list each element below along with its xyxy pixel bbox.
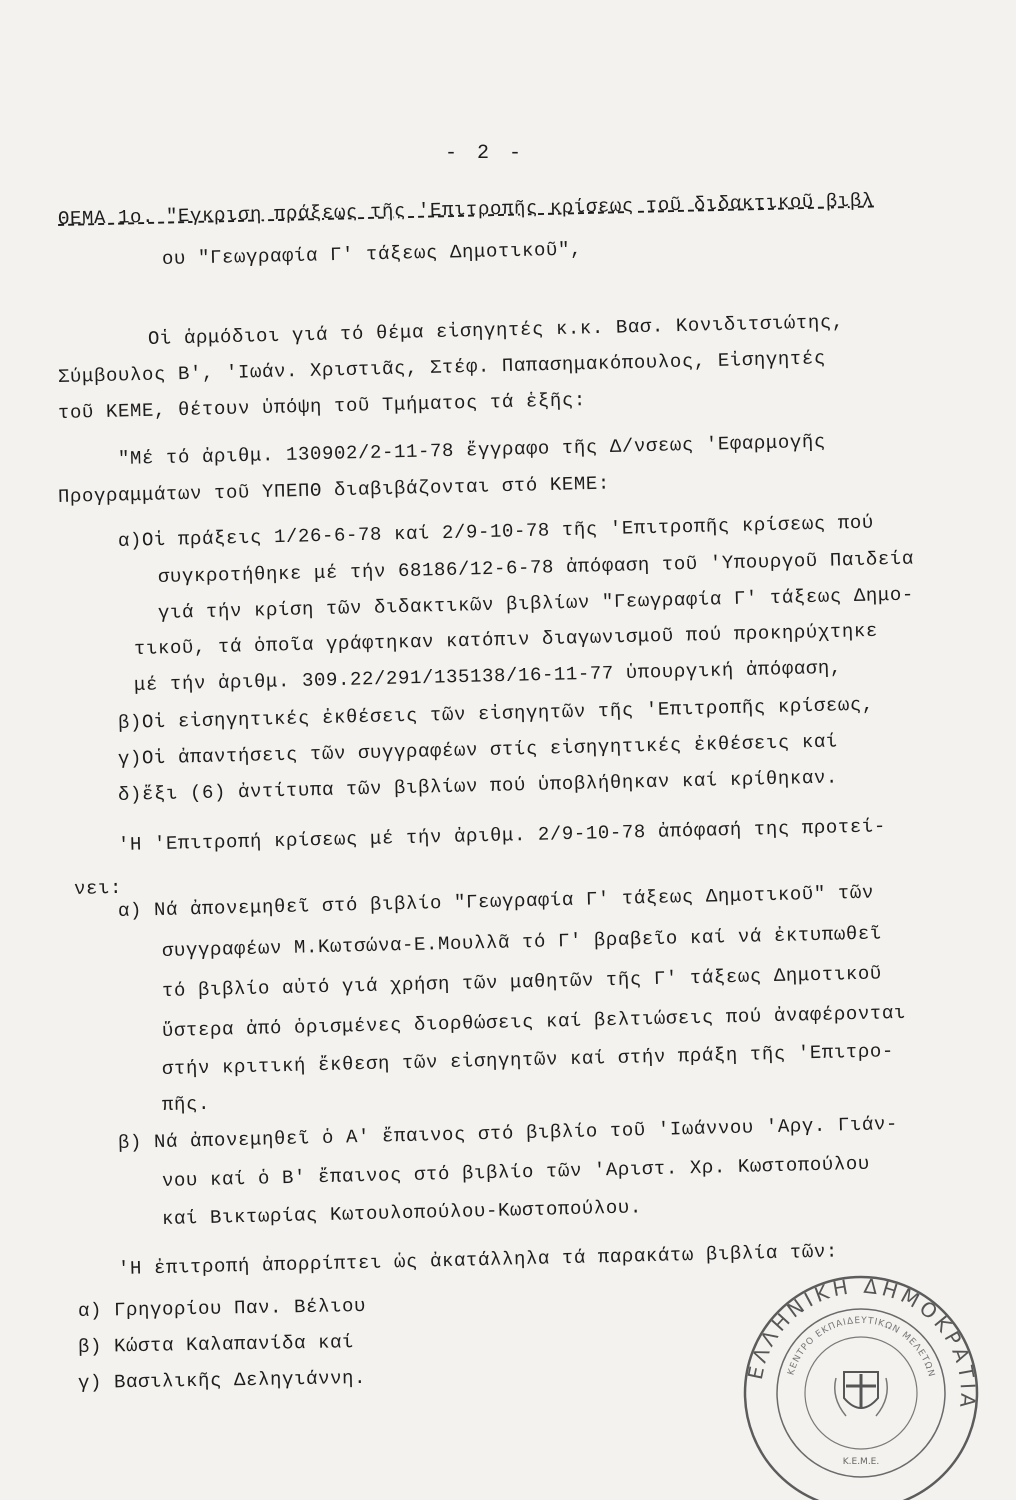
list-item-a: α)Οἱ πράξεις 1/26-6-78 καί 2/9-10-78 τῆς 'Επιτροπῆς κρίσεως πού <box>117 511 875 552</box>
body-line: στήν κριτική ἔκθεση τῶν εἰσηγητῶν καί στήν πράξη τῆς 'Επιτρο- <box>161 1040 895 1080</box>
rejected-item-b: β) Κώστα Καλαπανίδα καί <box>77 1331 355 1358</box>
rejected-item-a: α) Γρηγορίου Παν. Βέλιου <box>77 1294 367 1322</box>
stamp-outer-text: ΕΛΛΗΝΙΚΗ ΔΗΜΟΚΡΑΤΙΑ <box>742 1273 981 1413</box>
rejected-item-c: γ) Βασιλικῆς Δεληγιάννη. <box>77 1366 367 1394</box>
body-line: 'Η 'Επιτροπή κρίσεως μέ τήν ἀριθμ. 2/9-10-78 ἀπόφασή της προτεί- <box>117 815 887 856</box>
body-line: συγγραφέων Μ.Κωτσώνα-Ε.Μουλλᾶ τό Γ' βραβεῖο καί νά ἐκτυπωθεῖ <box>161 922 883 962</box>
list-item-b: β)Οἱ εἰσηγητικές ἐκθέσεις τῶν εἰσηγητῶν τῆς 'Επιτροπῆς κρίσεως, <box>117 693 875 734</box>
body-line: Σύμβουλος Β', 'Ιωάν. Χριστιᾶς, Στέφ. Παπασημακόπουλος, Εἰσηγητές <box>57 347 827 388</box>
official-stamp <box>736 1268 986 1500</box>
topic-heading-line-2: ου "Γεωγραφία Γ' τάξεως Δημοτικοῦ", <box>161 238 583 270</box>
topic-heading-line-1: ΘΕΜΑ 1ο. "Εγκριση πράξεως τῆς 'Επιτροπῆς κρίσεως τοῦ διδακτικοῦ βιβλ <box>57 189 875 230</box>
body-line: τικοῦ, τά ὁποῖα γράφτηκαν κατόπιν διαγωνισμοῦ πού προκηρύχτηκε <box>133 619 879 660</box>
body-line: τό βιβλίο αὐτό γιά χρήση τῶν μαθητῶν τῆς Γ' τάξεως Δημοτικοῦ <box>161 962 883 1002</box>
body-line: 'Η ἐπιτροπή ἀπορρίπτει ὡς ἀκατάλληλα τά παρακάτω βιβλία τῶν: <box>117 1240 839 1280</box>
body-line: τοῦ ΚΕΜΕ, θέτουν ὑπόψη τοῦ Τμήματος τά ἑξῆς: <box>57 389 587 424</box>
body-line: καί Βικτωρίας Κωτουλοπούλου-Κωστοπούλου. <box>161 1196 643 1230</box>
body-line: "Μέ τό ἀριθμ. 130902/2-11-78 ἔγγραφο τῆς Δ/νσεως 'Εφαρμογῆς <box>117 430 827 470</box>
body-line: Οἱ ἁρμόδιοι γιά τό θέμα εἰσηγητές κ.κ. Βασ. Κονιδιτσιώτης, <box>147 310 845 350</box>
body-line: Προγραμμάτων τοῦ ΥΠΕΠΘ διαβιβάζονται στό ΚΕΜΕ: <box>57 472 611 508</box>
body-line: πῆς. <box>161 1092 211 1116</box>
stamp-seal-icon <box>736 1268 986 1500</box>
body-line: νει: <box>73 876 123 900</box>
body-line: συγκροτήθηκε μέ τήν 68186/12-6-78 ἀπόφαση τοῦ 'Υπουργοῦ Παιδεία <box>157 547 915 588</box>
svg-text:ΚΕΝΤΡΟ ΕΚΠΑΙΔΕΥΤΙΚΩΝ ΜΕΛΕΤΩΝ <box>786 1316 936 1379</box>
body-line: νου καί ὁ Β' ἔπαινος στό βιβλίο τῶν 'Αριστ. Χρ. Κωστοπούλου <box>161 1152 871 1192</box>
page-number: - 2 - <box>445 142 526 165</box>
proposal-item-b: β) Νά ἀπονεμηθεῖ ὁ Α' ἔπαινος στό βιβλίο τοῦ 'Ιωάννου 'Αργ. Γιάν- <box>117 1112 899 1154</box>
stamp-inner-text: ΚΕΝΤΡΟ ΕΚΠΑΙΔΕΥΤΙΚΩΝ ΜΕΛΕΤΩΝ <box>786 1315 937 1379</box>
body-line: γιά τήν κρίση τῶν διδακτικῶν βιβλίων "Γεωγραφία Γ' τάξεως Δημο- <box>157 583 915 624</box>
body-line: μέ τήν ἀριθμ. 309.22/291/135138/16-11-77 ὑπουργική ἀπόφαση, <box>133 656 843 696</box>
body-line: ὕστερα ἀπό ὁρισμένες διορθώσεις καί βελτιώσεις πού ἀναφέρονται <box>161 1001 907 1042</box>
stamp-bottom-text: Κ.Ε.Μ.Ε. <box>842 1457 880 1467</box>
proposal-item-a: α) Νά ἀπονεμηθεῖ στό βιβλίο "Γεωγραφία Γ' τάξεως Δημοτικοῦ" τῶν <box>117 881 875 922</box>
list-item-c: γ)Οἱ ἀπαντήσεις τῶν συγγραφέων στίς εἰσηγητικές ἐκθέσεις καί <box>117 730 839 770</box>
list-item-d: δ)ἕξι (6) ἀντίτυπα τῶν βιβλίων πού ὑποβλήθηκαν καί κρίθηκαν. <box>117 766 839 806</box>
coat-of-arms-icon <box>835 1372 888 1416</box>
